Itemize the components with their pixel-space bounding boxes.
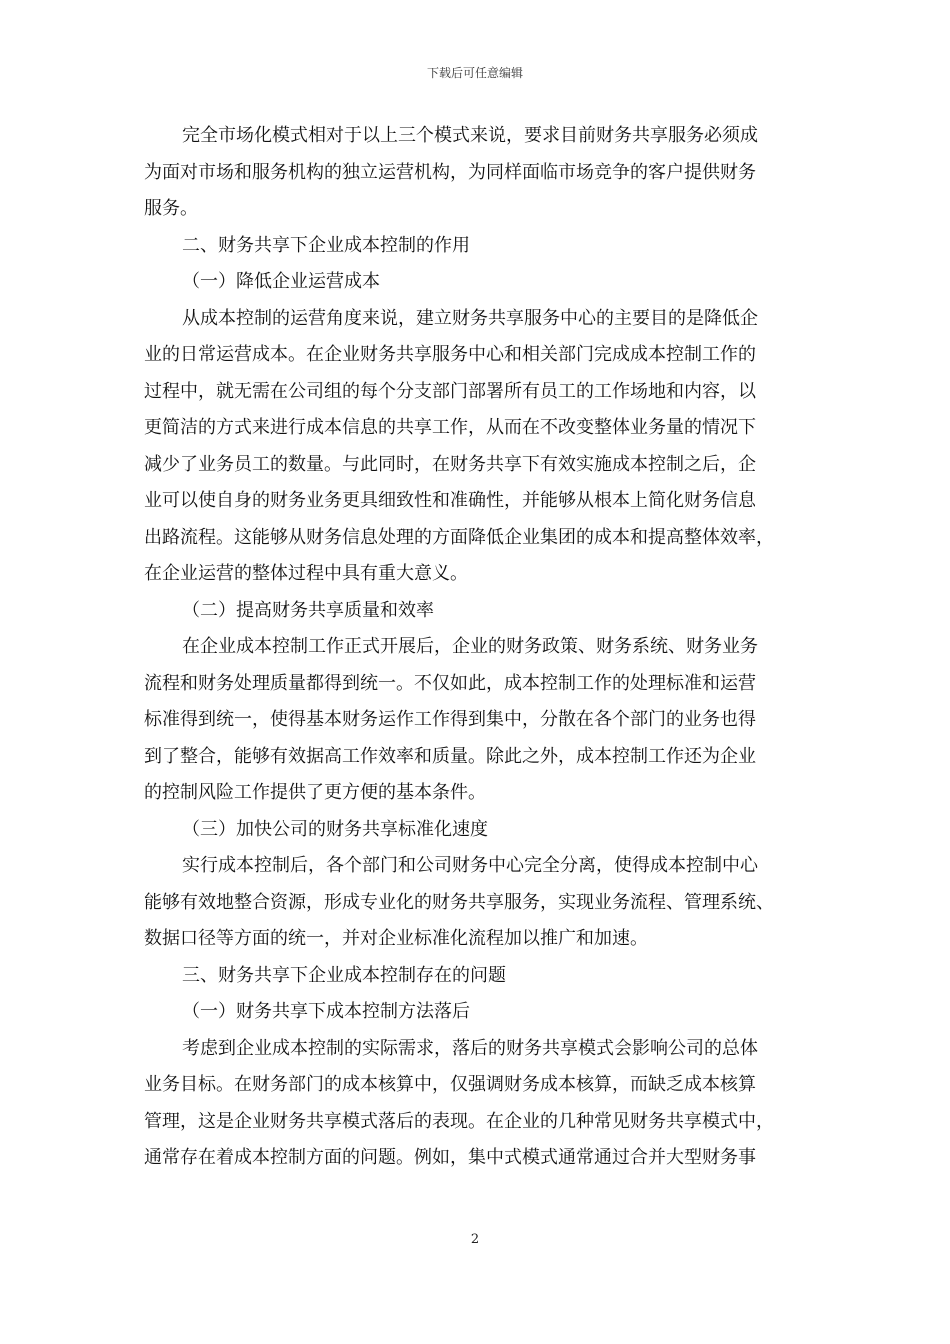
text-line: 在企业运营的整体过程中具有重大意义。 <box>144 563 468 584</box>
text-line: 减少了业务员工的数量。与此同时，在财务共享下有效实施成本控制之后，企 <box>144 453 756 475</box>
text-line: 从成本控制的运营角度来说，建立财务共享服务中心的主要目的是降低企 <box>182 307 758 329</box>
text-line: 完全市场化模式相对于以上三个模式来说，要求目前财务共享服务必须成 <box>182 125 758 146</box>
document-body <box>144 118 824 1177</box>
text-line: 能够有效地整合资源，形成专业化的财务共享服务，实现业务流程、管理系统、 <box>144 891 774 913</box>
text-line: 业可以使自身的财务业务更具细致性和准确性，并能够从根本上简化财务信息 <box>144 490 756 511</box>
text-line: 考虑到企业成本控制的实际需求，落后的财务共享模式会影响公司的总体 <box>182 1037 758 1059</box>
text-line: 实行成本控制后，各个部门和公司财务中心完全分离，使得成本控制中心 <box>182 855 758 876</box>
text-line: 标准得到统一，使得基本财务运作工作得到集中，分散在各个部门的业务也得 <box>144 709 756 730</box>
text-line: 通常存在着成本控制方面的问题。例如，集中式模式通常通过合并大型财务事 <box>144 1147 756 1168</box>
text-line: （三）加快公司的财务共享标准化速度 <box>182 818 488 840</box>
text-line: 数据口径等方面的统一，并对企业标准化流程加以推广和加速。 <box>144 928 648 949</box>
text-line: 过程中，就无需在公司组的每个分支部门部署所有员工的工作场地和内容，以 <box>144 380 756 402</box>
text-line: （二）提高财务共享质量和效率 <box>182 599 434 621</box>
text-line: 管理，这是企业财务共享模式落后的表现。在企业的几种常见财务共享模式中， <box>144 1110 774 1132</box>
text-line: （一）降低企业运营成本 <box>182 271 380 292</box>
text-line: 出路流程。这能够从财务信息处理的方面降低企业集团的成本和提高整体效率， <box>144 526 774 548</box>
text-line: 的控制风险工作提供了更方便的基本条件。 <box>144 782 486 803</box>
text-line: 更简洁的方式来进行成本信息的共享工作，从而在不改变整体业务量的情况下 <box>144 417 756 438</box>
page-number: 2 <box>470 1232 480 1247</box>
text-line: （一）财务共享下成本控制方法落后 <box>182 1001 470 1022</box>
text-line: 业的日常运营成本。在企业财务共享服务中心和相关部门完成成本控制工作的 <box>144 344 756 365</box>
text-line: 为面对市场和服务机构的独立运营机构，为同样面临市场竞争的客户提供财务 <box>144 161 756 183</box>
text-line: 二、财务共享下企业成本控制的作用 <box>182 234 470 256</box>
text-line: 在企业成本控制工作正式开展后，企业的财务政策、财务系统、财务业务 <box>182 636 758 657</box>
text-line: 服务。 <box>144 198 198 219</box>
text-line: 业务目标。在财务部门的成本核算中，仅强调财务成本核算，而缺乏成本核算 <box>144 1074 756 1095</box>
text-line: 流程和财务处理质量都得到统一。不仅如此，成本控制工作的处理标准和运营 <box>144 672 756 694</box>
text-line: 三、财务共享下企业成本控制存在的问题 <box>182 964 506 986</box>
text-line: 到了整合，能够有效据高工作效率和质量。除此之外，成本控制工作还为企业 <box>144 745 756 767</box>
page-header: 下载后可任意编辑 <box>426 66 523 80</box>
